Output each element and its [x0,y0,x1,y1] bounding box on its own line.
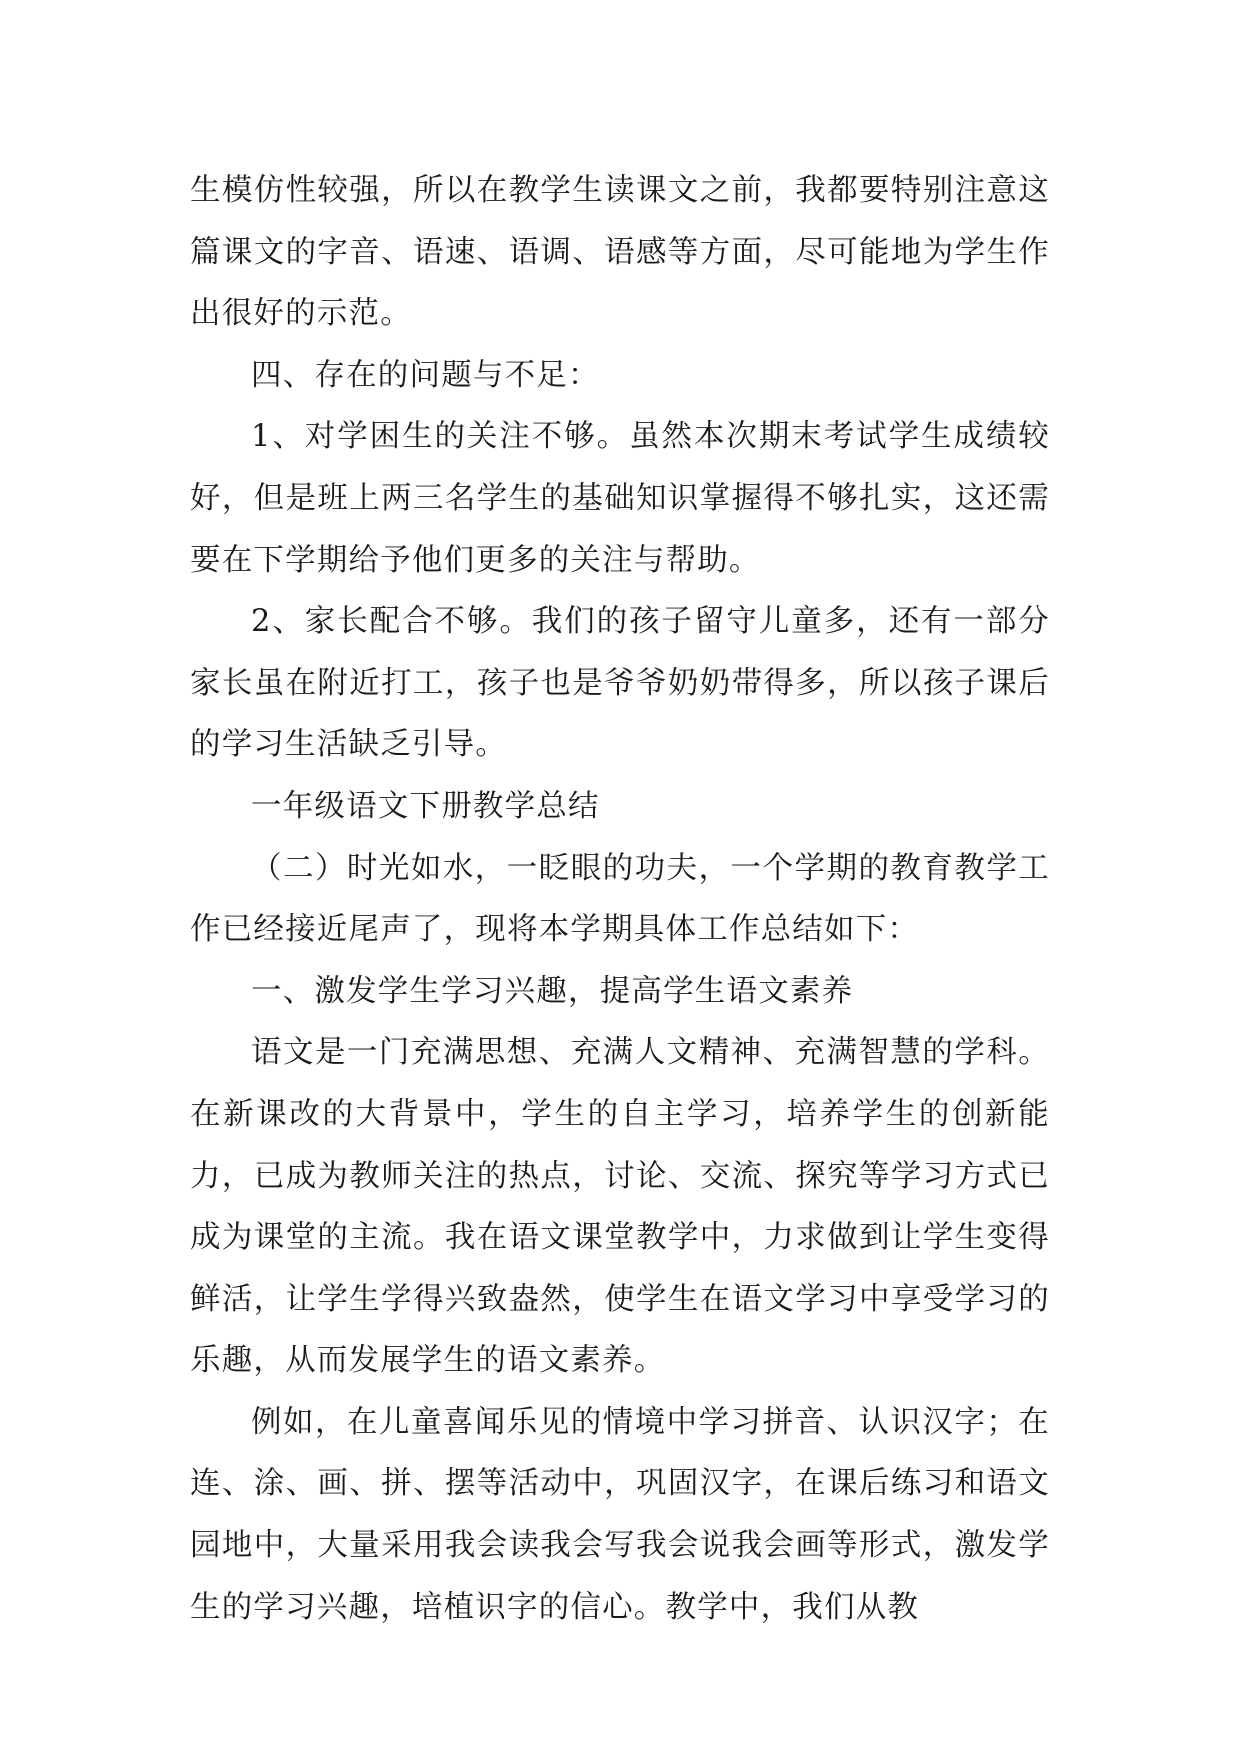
paragraph-example: 例如，在儿童喜闻乐见的情境中学习拼音、认识汉字；在连、涂、画、拼、摆等活动中，巩固汉字，在课后练习和语文园地中，大量采用我会读我会写我会说我会画等形式，激发学生的学习兴趣，培植识字的信心。教学中，我们从教 [190,1404,1050,1625]
paragraph-continuation: 生模仿性较强，所以在教学生读课文之前，我都要特别注意这篇课文的字音、语速、语调、语感等方面，尽可能地为学生作出很好的示范。 [190,173,1050,332]
heading-interest: 一、激发学生学习兴趣，提高学生语文素养 [251,973,854,1009]
paragraph-problem-1: 1、对学困生的关注不够。虽然本次期末考试学生成绩较好，但是班上两三名学生的基础知识掌握得不够扎实，这还需要在下学期给予他们更多的关注与帮助。 [190,419,1050,578]
document-page [190,160,1050,1638]
paragraph-intro: （二）时光如水，一眨眼的功夫，一个学期的教育教学工作已经接近尾声了，现将本学期具体工作总结如下： [190,850,1050,948]
heading-problems: 四、存在的问题与不足： [251,357,600,393]
paragraph-chinese-subject: 语文是一门充满思想、充满人文精神、充满智慧的学科。在新课改的大背景中，学生的自主学习，培养学生的创新能力，已成为教师关注的热点，讨论、交流、探究等学习方式已成为课堂的主流。我在语文课堂教学中，力求做到让学生变得鲜活，让学生学得兴致盎然，使学生在语文学习中享受学习的乐趣，从而发展学生的语文素养。 [190,1035,1050,1379]
section-title: 一年级语文下册教学总结 [251,788,600,824]
paragraph-problem-2: 2、家长配合不够。我们的孩子留守儿童多，还有一部分家长虽在附近打工，孩子也是爷爷奶奶带得多，所以孩子课后的学习生活缺乏引导。 [190,604,1050,763]
